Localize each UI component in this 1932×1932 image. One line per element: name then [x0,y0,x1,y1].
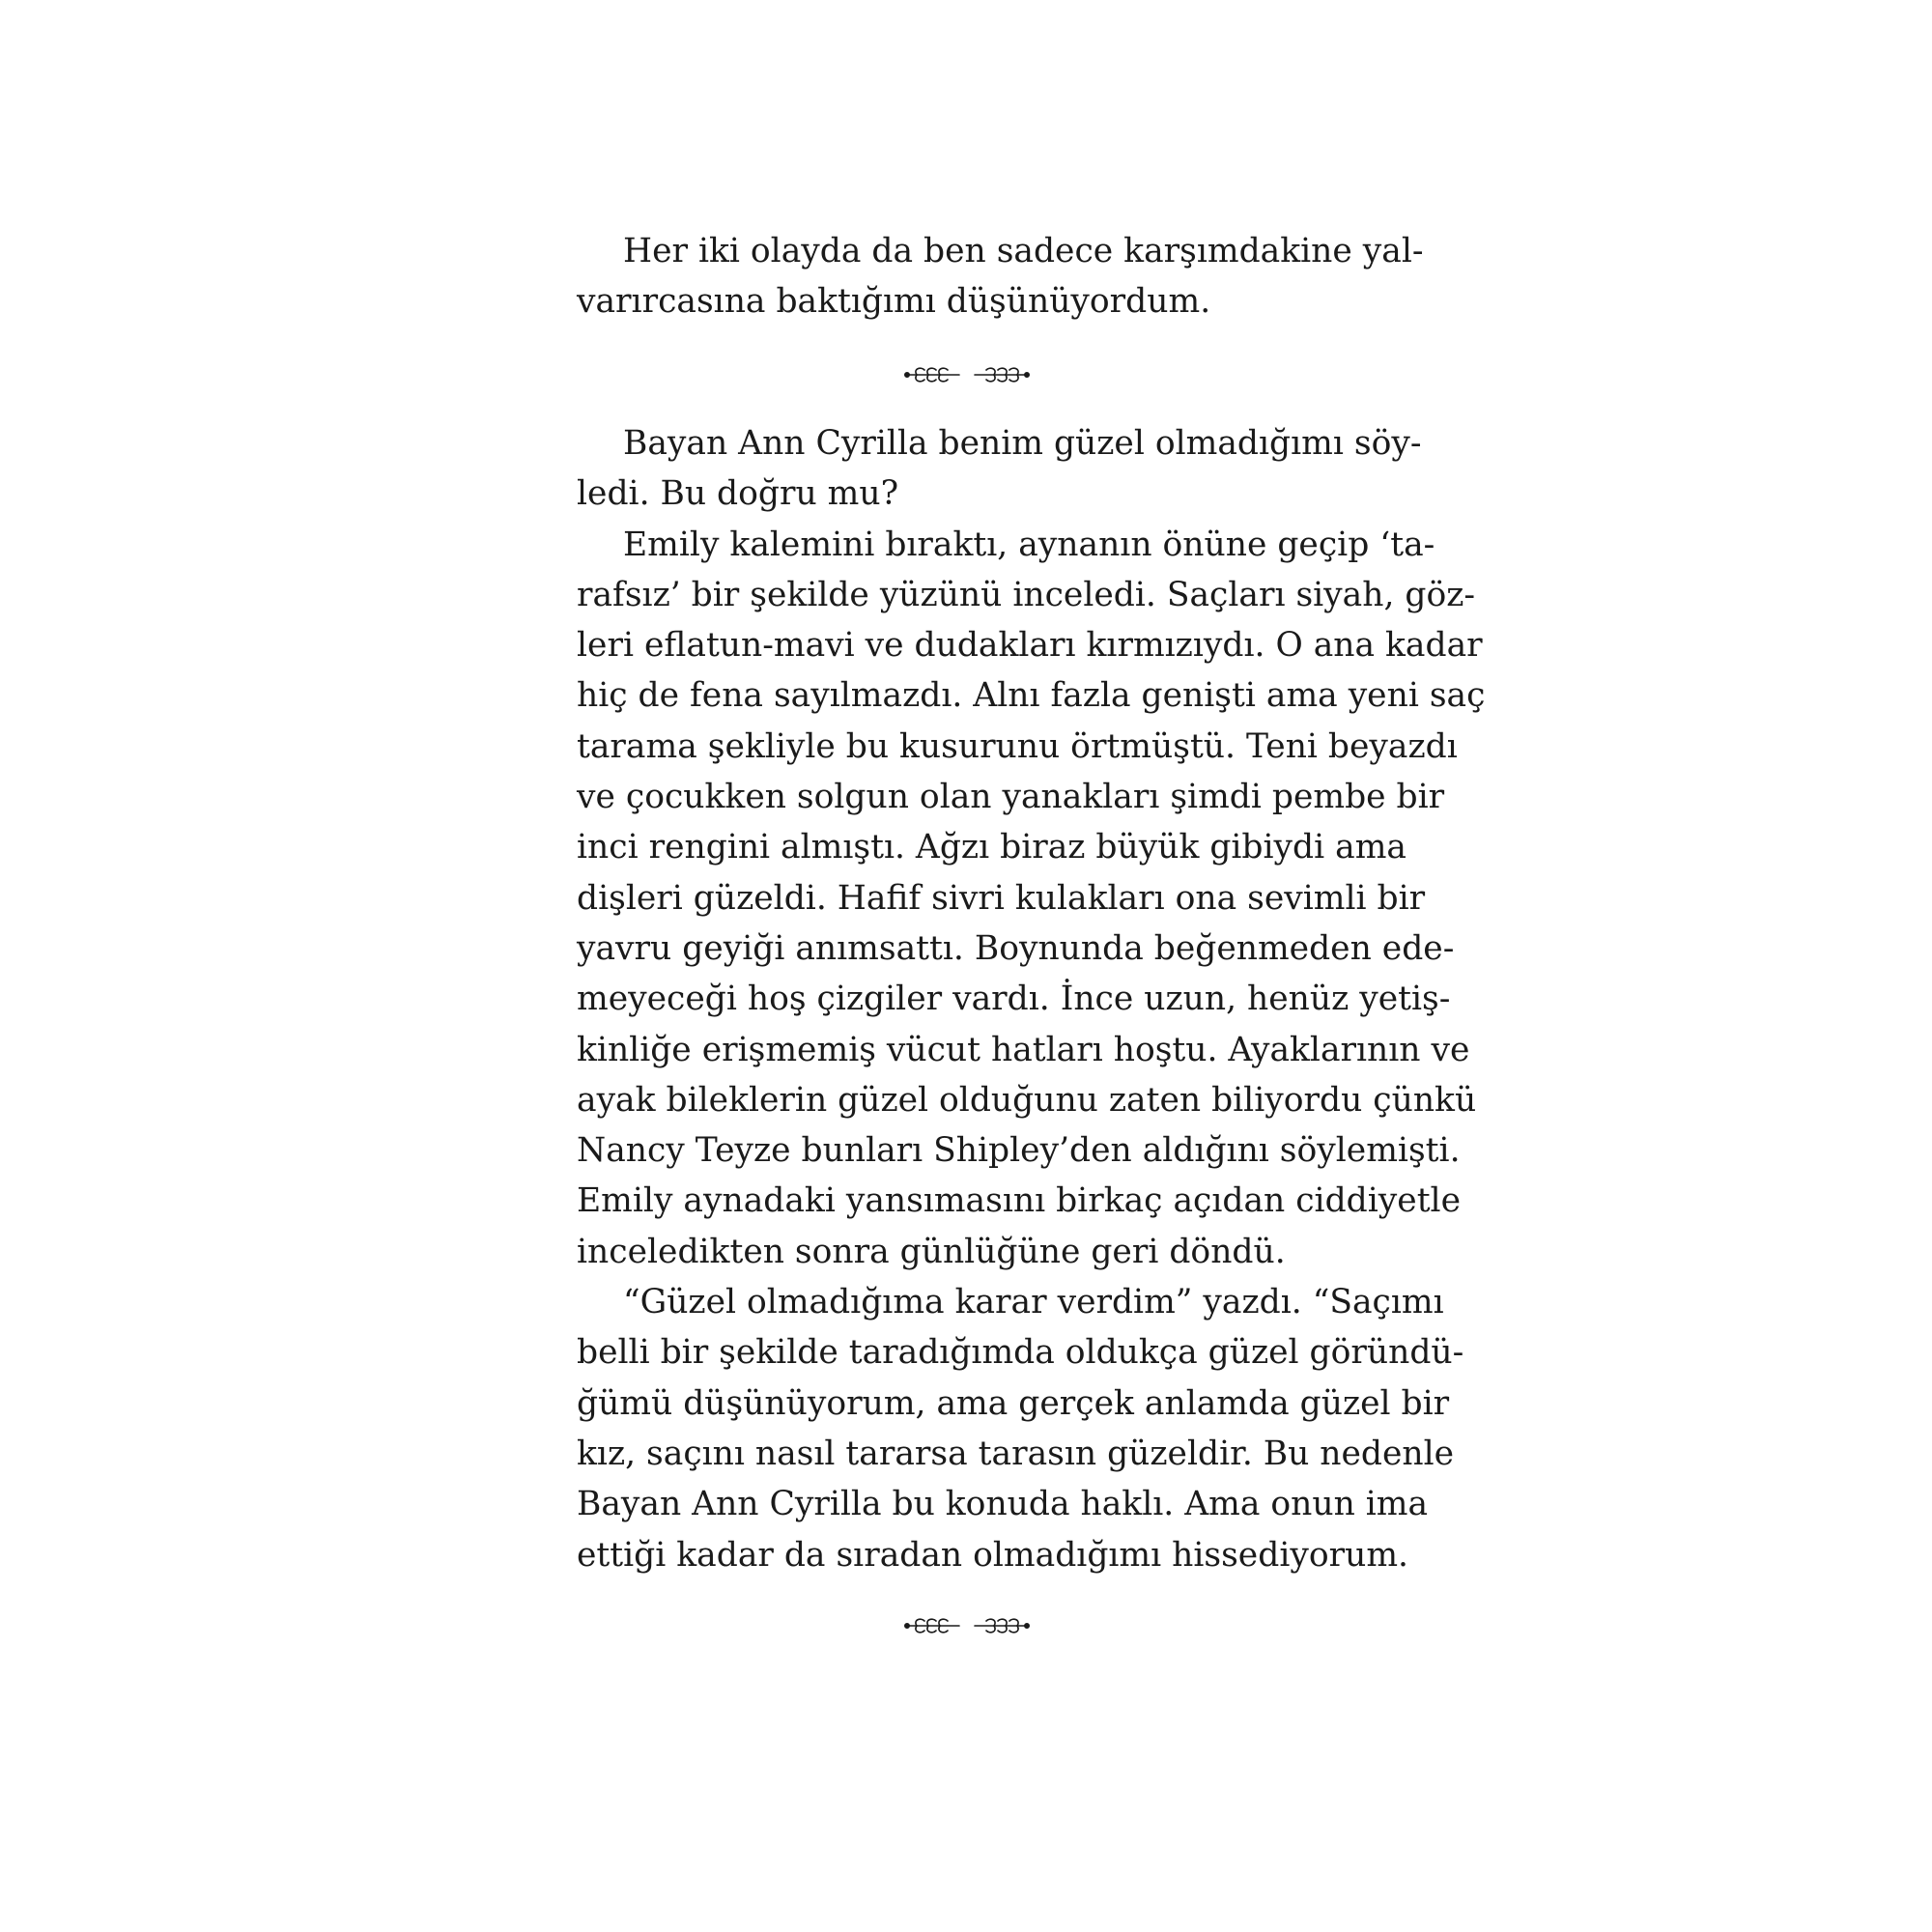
text-line: inceledikten sonra günlüğüne geri döndü. [577,1232,1286,1271]
fleuron-icon [903,363,1031,386]
text-line: kız, saçını nasıl tararsa tarasın güzeldir. Bu nedenle [577,1434,1455,1473]
text-line: hiç de fena sayılmazdı. Alnı fazla genişti ama yeni saç [577,676,1486,716]
text-line: rafsız’ bir şekilde yüzünü inceledi. Saçları siyah, göz- [577,575,1476,614]
paragraph [577,520,1486,1277]
text-line: inci rengini almıştı. Ağzı biraz büyük gibiydi ama [577,828,1406,867]
text-line: “Güzel olmadığıma karar verdim” yazdı. “Saçımı [623,1283,1444,1322]
text-line: kinliğe erişmemiş vücut hatları hoştu. Ayaklarının ve [577,1030,1470,1069]
text-line: Emily kalemini bıraktı, aynanın önüne geçip ‘ta- [623,525,1435,564]
text-line: dişleri güzeldi. Hafif sivri kulakları ona sevimli bir [577,878,1426,918]
text-line: Her iki olayda da ben sadece karşımdakine yal- [623,232,1424,270]
text-line: ayak bileklerin güzel olduğunu zaten biliyordu çünkü [577,1080,1477,1120]
text-line: yavru geyiği anımsattı. Boynunda beğenmeden ede- [577,928,1455,968]
text-line: belli bir şekilde taradığımda oldukça güzel göründü- [577,1333,1464,1373]
text-line: ettiği kadar da sıradan olmadığımı hissediyorum. [577,1535,1409,1575]
text-line: varırcasına baktığımı düşünüyordum. [577,282,1211,322]
text-line: tarama şekliyle bu kusurunu örtmüştü. Teni beyazdı [577,726,1458,766]
text-line: Emily aynadaki yansımasını birkaç açıdan ciddiyetle [577,1181,1462,1221]
paragraph [577,1277,1464,1580]
text-line: meyeceği hoş çizgiler vardı. İnce uzun, henüz yetiş- [577,980,1451,1019]
section-2 [577,418,1486,1580]
paragraph [577,226,1424,327]
paragraph [577,418,1422,520]
text-line: ledi. Bu doğru mu? [577,474,899,514]
text-line: ğümü düşünüyorum, ama gerçek anlamda güzel bir [577,1383,1450,1423]
text-line: Nancy Teyze bunları Shipley’den aldığını söylemişti. [577,1131,1461,1171]
fleuron-icon [903,1614,1031,1637]
text-line: Bayan Ann Cyrilla bu konuda haklı. Ama onun ima [577,1485,1429,1524]
text-line: ve çocukken solgun olan yanakları şimdi pembe bir [577,778,1445,817]
text-line: Bayan Ann Cyrilla benim güzel olmadığımı söy- [623,424,1422,463]
section-1 [577,226,1424,327]
text-line: leri eflatun-mavi ve dudakları kırmızıydı. O ana kadar [577,626,1483,666]
